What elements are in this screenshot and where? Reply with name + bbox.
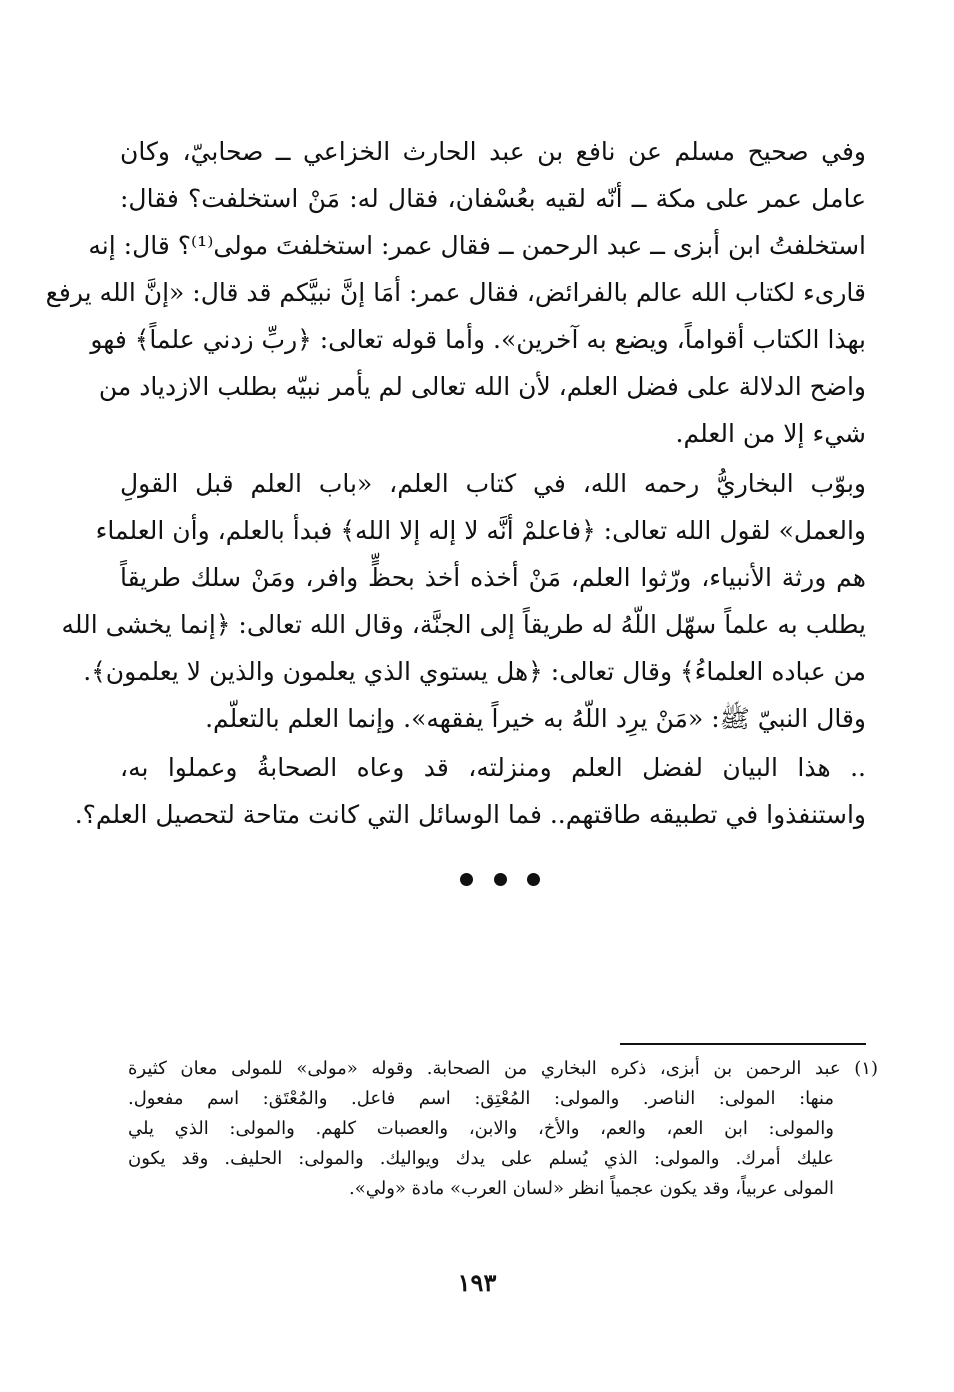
- text-line: بهذا الكتاب أقواماً، ويضع به آخرين». وأما قوله تعالى: ﴿ربِّ زدني علماً﴾ فهو: [90, 325, 866, 354]
- text-line: من عباده العلماءُ﴾ وقال تعالى: ﴿هل يستوي الذي يعلمون والذين لا يعلمون﴾.: [83, 657, 866, 686]
- footnote-line: عليك أمرك. والمولى: الذي يُسلم على يدك ويواليك. والمولى: الحليف. وقد يكون: [128, 1148, 834, 1169]
- footnote-text: عبد الرحمن بن أبزى، ذكره البخاري من الصحابة. وقوله «مولى» للمولى معان كثيرة: [128, 1058, 841, 1079]
- separator-dot: [527, 873, 540, 886]
- footnote-line: منها: المولى: الناصر. والمولى: المُعْتِق: اسم فاعل. والمُعْتَق: اسم مفعول.: [128, 1088, 835, 1109]
- text-line: قارىء لكتاب الله عالم بالفرائض، فقال عمر: أمَا إنَّ نبيَّكم قد قال: «إنَّ الله يرفع: [45, 278, 866, 307]
- paragraph-muslim-hadith: [45, 128, 866, 457]
- text-line: .. هذا البيان لفضل العلم ومنزلته، قد وعاه الصحابةُ وعملوا به،: [120, 753, 866, 782]
- text-line: هم ورثة الأنبياء، ورّثوا العلم، مَنْ أخذه أخذ بحظٍّ وافر، ومَنْ سلك طريقاً: [120, 563, 866, 592]
- paragraph-conclusion: [74, 744, 866, 838]
- text-line: استخلفتُ ابن أبزى ــ عبد الرحمن ــ فقال عمر: استخلفتَ مولى⁽¹⁾؟ قال: إنه: [88, 231, 866, 260]
- footnote-marker: (١): [854, 1058, 878, 1079]
- text-line: وفي صحيح مسلم عن نافع بن عبد الحارث الخزاعي ــ صحابيّ، وكان: [120, 137, 866, 166]
- text-line: والعمل» لقول الله تعالى: ﴿فاعلمْ أنَّه لا إله إلا الله﴾ فبدأ بالعلم، وأن العلماء: [95, 516, 866, 545]
- footnote-line: والمولى: ابن العم، والعم، والأخ، والابن، والعصبات كلهم. والمولى: الذي يلي: [128, 1118, 834, 1139]
- text-line: واستنفذوا في تطبيقه طاقتهم.. فما الوسائل التي كانت متاحة لتحصيل العلم؟.: [74, 800, 866, 829]
- text-line: وقال النبيّ ﷺ: «مَنْ يرِد اللّهُ به خيراً يفقهه». وإنما العلم بالتعلّم.: [205, 704, 866, 733]
- text-line: واضح الدلالة على فضل العلم، لأن الله تعالى لم يأمر نبيّه بطلب الازدياد من: [98, 372, 866, 401]
- text-line: عامل عمر على مكة ــ أنّه لقيه بعُسْفان، فقال له: مَنْ استخلفت؟ فقال:: [120, 184, 866, 213]
- footnote-line: [128, 1054, 878, 1084]
- footnote-line: المولى عربياً، وقد يكون عجمياً انظر «لسان العرب» مادة «ولي».: [349, 1178, 834, 1199]
- text-line: شيء إلا من العلم.: [675, 419, 866, 448]
- section-separator-dots: [460, 873, 540, 886]
- page-number: ١٩٣: [457, 1268, 497, 1297]
- paragraph-bukhari-chapter: [61, 460, 866, 742]
- text-line: يطلب به علماً سهّل اللّهُ له طريقاً إلى الجنَّة، وقال الله تعالى: ﴿إنما يخشى الله: [61, 610, 866, 639]
- separator-dot: [494, 873, 507, 886]
- separator-dot: [460, 873, 473, 886]
- footnote-divider: [620, 1043, 866, 1045]
- text-line: وبوّب البخاريُّ رحمه الله، في كتاب العلم، «باب العلم قبل القولِ: [120, 469, 866, 498]
- footnote-block: [128, 1054, 878, 1204]
